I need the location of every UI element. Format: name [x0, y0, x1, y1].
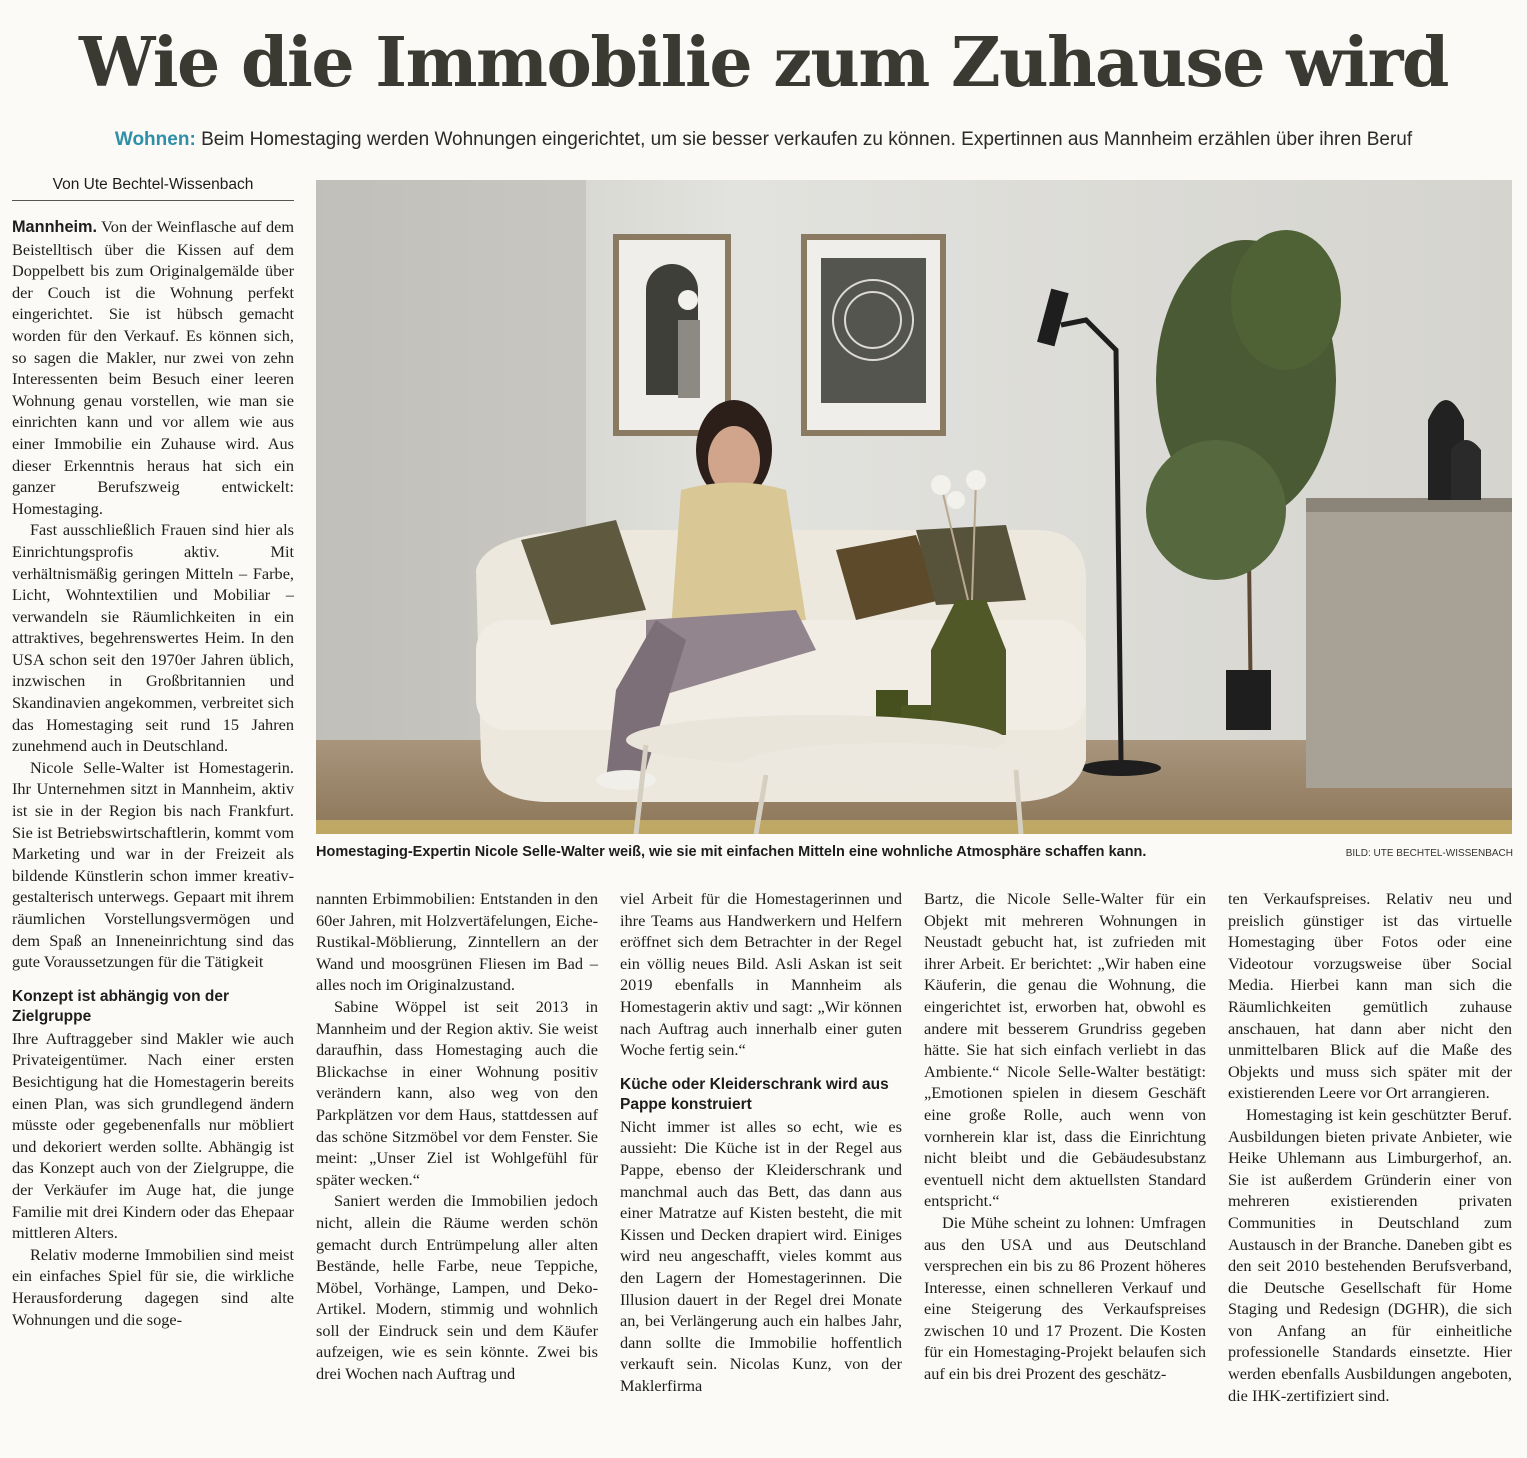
paragraph: Homestaging ist kein geschützter Beruf. Ausbildungen bieten private Anbieter, wie Heike Uhlemann aus Limburgerhof, an. Sie ist außerdem Gründerin einer von mehreren existierenden privaten Communities in Deutschland zum Austausch in der Branche. Daneben gibt es den seit 2010 bestehenden Berufsverband, die Deutsche Gesellschaft für Home Staging und Redesign (DGHR), die sich von Anfang an für einheitliche professionelle Standards einsetzte. Hier werden ebenfalls Ausbildungen angeboten, die IHK-zertifiziert sind. — [1228, 1104, 1512, 1405]
paragraph: viel Arbeit für die Homestagerinnen und ihre Teams aus Handwerkern und Helfern eröffnet sich dem Betrachter in der Regel ein völlig neues Bild. Asli Askan ist seit 2019 ebenfalls in Mannheim als Homestagerin aktiv und sagt: „Wir können nach Auftrag auch innerhalb einer guten Woche fertig sein.“ — [620, 889, 902, 1060]
dateline: Mannheim. — [12, 218, 98, 236]
column-1 — [12, 216, 294, 1330]
framed-print-right — [801, 234, 946, 436]
paragraph: Nicole Selle-Walter ist Homestagerin. Ihr Unternehmen sitzt in Mannheim, aktiv ist sie in der Region bis nach Frankfurt. Sie ist Betriebswirtschaftlerin, kommt vom Marketing und war in der Freizeit als bildende Künstlerin schon immer kreativ-gestalterisch unterwegs. Gepaart mit ihrem räumlichen Vorstellungsvermögen und dem Spaß an Inneneinrichtung sind das gute Voraussetzungen für die Tätigkeit — [12, 757, 294, 972]
subline — [0, 129, 1527, 151]
column-4 — [924, 888, 1206, 1385]
paragraph: Sabine Wöppel ist seit 2013 in Mannheim und der Region aktiv. Sie weist daraufhin, dass Homestaging auch die Blickachse in einer Wohnung positiv verändern kann, also weg von den Parkplätzen vor dem Haus, stattdessen auf das schöne Sitzmöbel vor dem Fenster. Sie meint: „Unser Ziel ist Wohlgefühl für später wecken.“ — [316, 996, 598, 1189]
photo-credit: BILD: UTE BECHTEL-WISSENBACH — [1345, 848, 1513, 859]
column-5 — [1228, 888, 1512, 1406]
framed-print-left — [613, 234, 731, 436]
paragraph: Relativ moderne Immobilien sind meist ein einfaches Spiel für sie, die wirkliche Herausforderung dagegen sind alte Wohnungen und die soge- — [12, 1244, 294, 1329]
paragraph: Bartz, die Nicole Selle-Walter für ein Objekt mit mehreren Wohnungen in Neustadt gebucht hat, ist zufrieden mit ihrer Arbeit. Er berichtet: „Wir haben eine Käuferin, die genau die Wohnung, die eingerichtet ist, erworben hat, obwohl es andere mit besserem Grundriss gegeben hätte. Sie hat sich einfach verliebt in das Ambiente.“ Nicole Selle-Walter bestätigt: „Emotionen spielen in diesem Geschäft eine große Rolle, auch wenn von vornherein klar ist, dass die Einrichtung nicht bleibt und die Gebäudesubstanz eventuell nicht dem aktuellsten Standard entspricht.“ — [924, 889, 1206, 1211]
subline-text: Beim Homestaging werden Wohnungen eingerichtet, um sie besser verkaufen zu können. Expertinnen aus Mannheim erzählen über ihren Beruf — [201, 129, 1413, 150]
paragraph: Fast ausschließlich Frauen sind hier als Einrichtungsprofis aktiv. Mit verhältnismäßig geringen Mitteln – Farbe, Licht, Wohntextilien und Mobiliar – verwandeln sie Räumlichkeiten in ein attraktives, begehrenswertes Heim. In den USA schon seit den 1970er Jahren üblich, inzwischen in Großbritannien und Skandinavien angekommen, verbreitet sich das Homestaging seit rund 15 Jahren zunehmend auch in Deutschland. — [12, 520, 294, 756]
paragraph: nannten Erbimmobilien: Entstanden in den 60er Jahren, mit Holzvertäfelungen, Eiche-Rustikal-Möblierung, Zinntellern an der Wand und moosgrünen Fliesen im Bad – alles noch im Originalzustand. — [316, 889, 598, 995]
byline: Von Ute Bechtel-Wissenbach — [12, 176, 294, 201]
living-room-photo — [316, 180, 1512, 834]
subheading: Küche oder Kleiderschrank wird aus Pappe konstruiert — [620, 1075, 889, 1113]
paragraph-text: Von der Weinflasche auf dem Beistelltisch über die Kissen auf dem Doppelbett bis zum Originalgemälde über der Couch ist die Wohnung perfekt eingerichtet. Sie ist hübsch gemacht worden für den Verkauf. Es können sich, so sagen die Makler, nur zwei von zehn Interessenten beim Besuch einer leeren Wohnung genau vorstellen, wie man sie einrichten kann und vor allem wie aus einer Immobilie ein Zuhause wird. Aus dieser Erkenntnis heraus hat sich ein ganzer Berufszweig entwickelt: Homestaging. — [12, 217, 294, 518]
subline-kicker: Wohnen: — [114, 129, 196, 150]
paragraph: Nicht immer ist alles so echt, wie es aussieht: Die Küche ist in der Regel aus Pappe, ebenso der Kleiderschrank und manchmal auch das Bett, das dann aus einer Matratze auf Kisten besteht, die mit Kissen und Decken drapiert wird. Einiges wird neu angeschafft, vieles kommt aus den Lagern der Homestagerinnen. Die Illusion dauert in der Regel drei Monate an, bei Verlängerung auch ein halbes Jahr, dann sollte die Immobilie hoffentlich verkauft sein. Nicolas Kunz, von der Maklerfirma — [620, 1116, 902, 1395]
paragraph: ten Verkaufspreises. Relativ neu und preislich günstiger ist das virtuelle Homestaging über Fotos oder eine Videotour vorzugsweise über Social Media. Hierbei kann man sich die Räumlichkeiten gemütlich zuhause anschauen, hat dann aber nicht den unmittelbaren Blick auf die Maße des Objekts und muss sich später mit der existierenden Leere vor Ort arrangieren. — [1228, 889, 1512, 1103]
article-photo — [316, 180, 1512, 834]
photo-caption: Homestaging-Expertin Nicole Selle-Walter weiß, wie sie mit einfachen Mitteln eine wohnliche Atmosphäre schaffen kann. — [316, 844, 1147, 860]
subheading: Konzept ist abhängig von der Zielgruppe — [12, 987, 230, 1025]
paragraph — [12, 216, 294, 519]
paragraph: Saniert werden die Immobilien jedoch nicht, allein die Räume werden schön gemacht durch Entrümpelung aller alten Bestände, helle Farbe, neue Teppiche, Möbel, Vorhänge, Lampen, und Deko-Artikel. Modern, stimmig und wohnlich soll der Eindruck sein und dem Käufer aufzeigen, wie es sein könnte. Zwei bis drei Wochen nach Auftrag und — [316, 1191, 598, 1384]
headline: Wie die Immobilie zum Zuhause wird — [79, 23, 1448, 103]
paragraph: Ihre Auftraggeber sind Makler wie auch Privateigentümer. Nach einer ersten Besichtigung hat die Homestagerin bereits einen Plan, was sich grundlegend ändern müsste oder gegebenenfalls nur möbliert und dekoriert werden sollte. Abhängig ist das Konzept auch von der Zielgruppe, die der Verkäufer im Auge hat, die junge Familie mit drei Kindern oder das Ehepaar mittleren Alters. — [12, 1028, 294, 1243]
column-2 — [316, 888, 598, 1385]
paragraph: Die Mühe scheint zu lohnen: Umfragen aus den USA und aus Deutschland versprechen ein bis zu 86 Prozent höheres Interesse, einen schnelleren Verkauf und eine Steigerung des Verkaufspreises zwischen 10 und 17 Prozent. Die Kosten für ein Homestaging-Projekt belaufen sich auf ein bis drei Prozent des geschätz- — [924, 1212, 1206, 1384]
column-3 — [620, 888, 902, 1396]
